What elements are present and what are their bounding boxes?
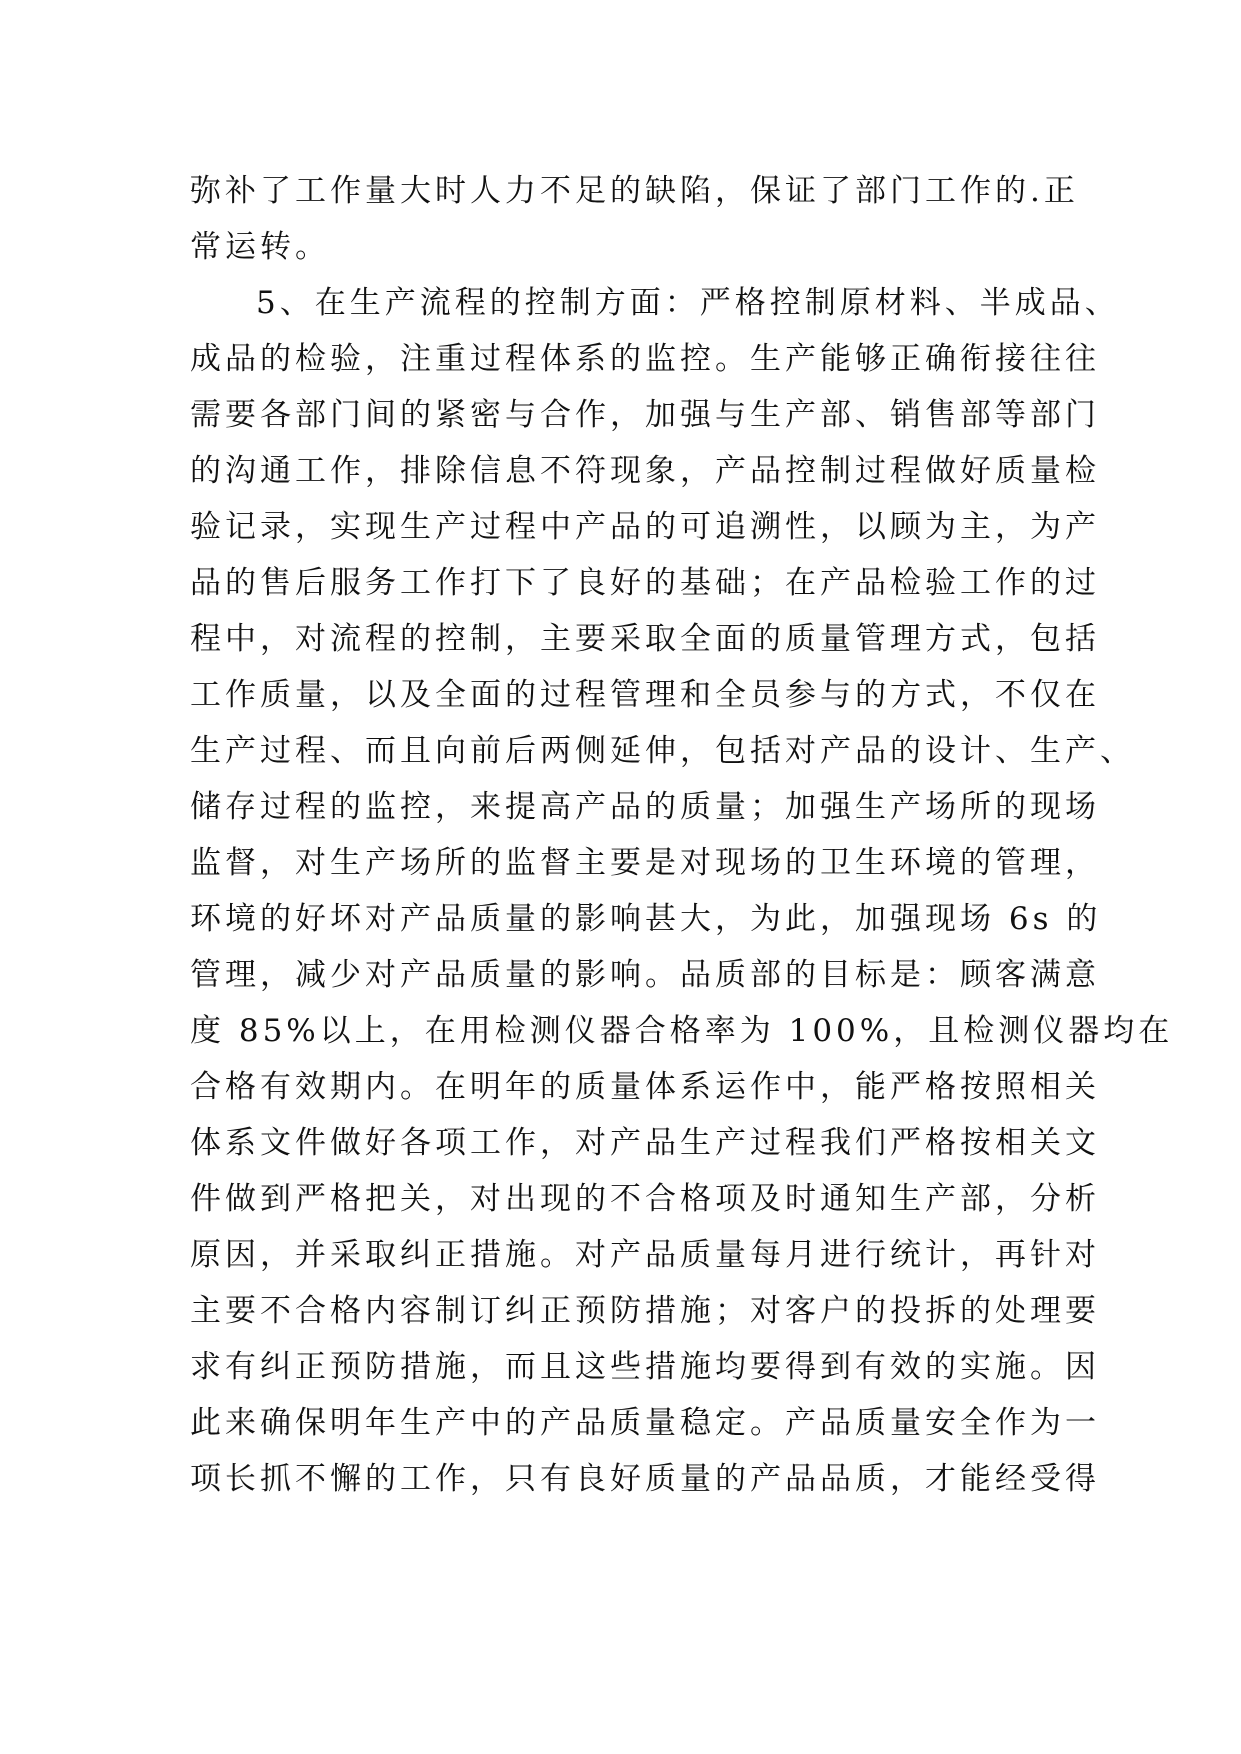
text-line: 管理，减少对产品质量的影响。品质部的目标是：顾客满意 xyxy=(190,957,1100,993)
text-line: 原因，并采取纠正措施。对产品质量每月进行统计，再针对 xyxy=(190,1237,1100,1273)
text-line: 此来确保明年生产中的产品质量稳定。产品质量安全作为一 xyxy=(190,1405,1100,1441)
text-line: 验记录，实现生产过程中产品的可追溯性，以顾为主，为产 xyxy=(190,509,1100,545)
text-line: 成品的检验，注重过程体系的监控。生产能够正确衔接往往 xyxy=(190,341,1100,377)
text-line: 合格有效期内。在明年的质量体系运作中，能严格按照相关 xyxy=(190,1069,1100,1105)
text-line: 求有纠正预防措施，而且这些措施均要得到有效的实施。因 xyxy=(190,1349,1100,1385)
text-line: 体系文件做好各项工作，对产品生产过程我们严格按相关文 xyxy=(190,1125,1100,1161)
text-line: 工作质量，以及全面的过程管理和全员参与的方式，不仅在 xyxy=(190,677,1100,713)
text-line: 需要各部门间的紧密与合作，加强与生产部、销售部等部门 xyxy=(190,397,1100,433)
text-line: 监督，对生产场所的监督主要是对现场的卫生环境的管理， xyxy=(190,845,1100,881)
text-line: 程中，对流程的控制，主要采取全面的质量管理方式，包括 xyxy=(190,621,1100,657)
text-line: 主要不合格内容制订纠正预防措施；对客户的投拆的处理要 xyxy=(190,1293,1100,1329)
text-line: 储存过程的监控，来提高产品的质量；加强生产场所的现场 xyxy=(190,789,1100,825)
text-line: 环境的好坏对产品质量的影响甚大，为此，加强现场 6s 的 xyxy=(190,901,1102,937)
text-line: 度 85%以上，在用检测仪器合格率为 100%，且检测仪器均在 xyxy=(190,1013,1174,1049)
text-line: 常运转。 xyxy=(190,229,330,265)
body-text xyxy=(190,163,1174,1507)
text-line: 的沟通工作，排除信息不符现象，产品控制过程做好质量检 xyxy=(190,453,1100,489)
text-line: 项长抓不懈的工作，只有良好质量的产品品质，才能经受得 xyxy=(190,1461,1100,1497)
text-line: 件做到严格把关，对出现的不合格项及时通知生产部，分析 xyxy=(190,1181,1100,1217)
paragraph-start-line: 5、在生产流程的控制方面：严格控制原材料、半成品、 xyxy=(256,285,1120,321)
text-line: 弥补了工作量大时人力不足的缺陷，保证了部门工作的.正 xyxy=(190,173,1079,209)
text-line: 品的售后服务工作打下了良好的基础；在产品检验工作的过 xyxy=(190,565,1100,601)
text-line: 生产过程、而且向前后两侧延伸，包括对产品的设计、生产、 xyxy=(190,733,1135,769)
